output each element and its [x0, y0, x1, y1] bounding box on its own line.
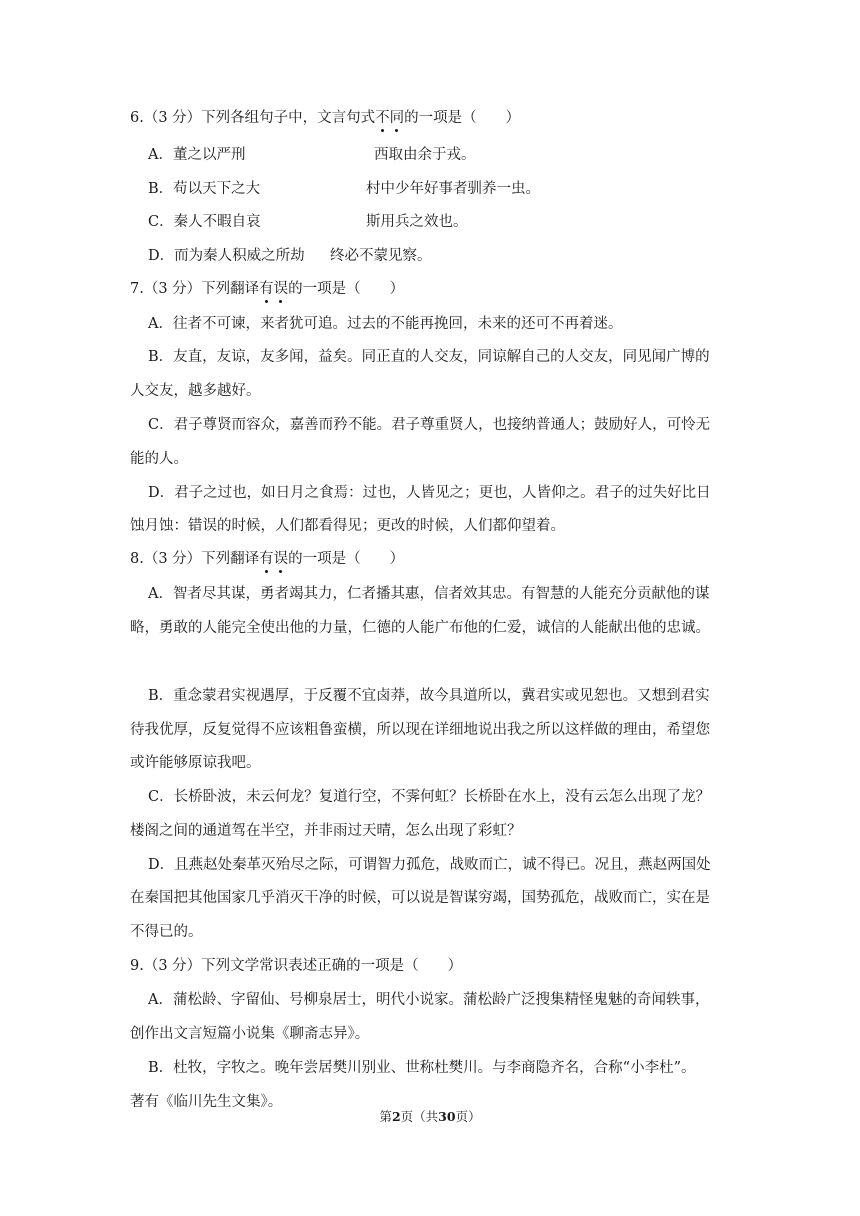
option-left-text: A．董之以严刑 [148, 147, 246, 163]
question-7-line: 蚀月蚀：错误的时候，人们都看得见；更改的时候，人们都仰望着。 [130, 518, 565, 534]
emphasis-dot-char: 有 [259, 281, 274, 297]
question-8-line: 略，勇敢的人能完全使出他的力量，仁德的人能广布他的仁爱，诚信的人能献出他的忠诚。 [130, 620, 710, 636]
emphasis-dot-char: 误 [273, 281, 289, 297]
question-7-line: B．友直，友谅，友多闻，益矣。同正直的人交友，同谅解自己的人交友，同见闻广博的 [148, 349, 710, 365]
option-right-text: 西取由余于戎。 [374, 147, 476, 163]
question-6-stem [130, 108, 740, 128]
question-7-stem-text-a: 7.（3 分）下列翻译 [130, 281, 260, 297]
question-8-line: C．长桥卧波，未云何龙？复道行空，不霁何虹？长桥卧在水上，没有云怎么出现了龙？ [148, 789, 711, 805]
question-9-stem: 9.（3 分）下列文学常识表述正确的一项是（ ） [130, 958, 463, 974]
footer-page-number: 2 [391, 1109, 401, 1124]
question-6-stem-text-b: 的一项是（ ） [404, 110, 521, 126]
question-6-stem-text-a: 6.（3 分）下列各组句子中，文言句式 [130, 110, 376, 126]
question-7-stem [130, 279, 740, 299]
option-right-text: 村中少年好事者驯养一虫。 [366, 181, 540, 197]
question-8-line: 待我优厚，反复觉得不应该粗鲁蛮横，所以现在详细地说出我之所以这样做的理由，希望您 [130, 722, 710, 738]
question-7-line: A．往者不可谏，来者犹可追。过去的不能再挽回，未来的还可不再着迷。 [148, 316, 623, 332]
emphasis-dot-char: 不 [375, 110, 390, 126]
page-footer [0, 1108, 860, 1126]
question-8-line: 在秦国把其他国家几乎消灭干净的时候，可以说是智谋穷竭，国势孤危，战败而亡，实在是 [130, 890, 710, 906]
footer-total-pages: 30 [438, 1109, 456, 1124]
question-7-line: 人交友，越多越好。 [130, 383, 261, 399]
question-9-line: A．蒲松龄、字留仙、号柳泉居士，明代小说家。蒲松龄广泛搜集精怪鬼魅的奇闻轶事， [148, 992, 710, 1008]
question-8-stem [130, 549, 740, 569]
question-8-line: A．智者尽其谋，勇者竭其力，仁者播其惠，信者效其忠。有智慧的人能充分贡献他的谋 [148, 586, 710, 602]
question-8-line: 不得已的。 [130, 924, 203, 940]
option-left-text: C．秦人不暇自哀 [148, 214, 261, 230]
question-8-line: 或许能够原谅我吧。 [130, 755, 261, 771]
question-7-line: 能的人。 [130, 451, 188, 467]
question-7-stem-text-b: 的一项是（ ） [288, 281, 405, 297]
option-left-text: D．而为秦人积威之所劫 [148, 248, 305, 264]
option-right-text: 终必不蒙见察。 [330, 248, 432, 264]
emphasis-dot-char: 误 [273, 551, 289, 567]
question-8-line: B．重念蒙君实视遇厚，于反覆不宜卤莽，故今具道所以，冀君实或见恕也。又想到君实 [148, 688, 710, 704]
emphasis-dot-char: 有 [259, 551, 274, 567]
option-left-text: B．苟以天下之大 [148, 181, 261, 197]
emphasis-dot-char: 同 [389, 110, 405, 126]
question-8-line: 楼阁之间的通道驾在半空，并非雨过天晴，怎么出现了彩虹？ [130, 823, 522, 839]
question-9-line: 著有《临川先生文集》。 [130, 1094, 283, 1110]
question-8-stem-text-b: 的一项是（ ） [288, 551, 405, 567]
footer-mid: 页（共 [400, 1109, 439, 1124]
question-8-stem-text-a: 8.（3 分）下列翻译 [130, 551, 260, 567]
question-7-line: C．君子尊贤而容众，嘉善而矜不能。君子尊重贤人，也接纳普通人；鼓励好人，可怜无 [148, 417, 711, 433]
question-9-line: B．杜牧，字牧之。晚年尝居樊川别业、世称杜樊川。与李商隐齐名，合称“小李杜”。 [148, 1060, 696, 1076]
question-7-line: D．君子之过也，如日月之食焉：过也，人皆见之；更也，人皆仰之。君子的过失好比日 [148, 485, 711, 501]
question-8-line: D．且燕赵处秦革灭殆尽之际，可谓智力孤危，战败而亡，诚不得已。况且，燕赵两国处 [148, 857, 711, 873]
question-9-line: 创作出文言短篇小说集《聊斋志异》。 [130, 1026, 370, 1042]
footer-prefix: 第 [379, 1109, 392, 1124]
footer-suffix: 页） [455, 1109, 481, 1124]
option-right-text: 斯用兵之效也。 [366, 214, 468, 230]
